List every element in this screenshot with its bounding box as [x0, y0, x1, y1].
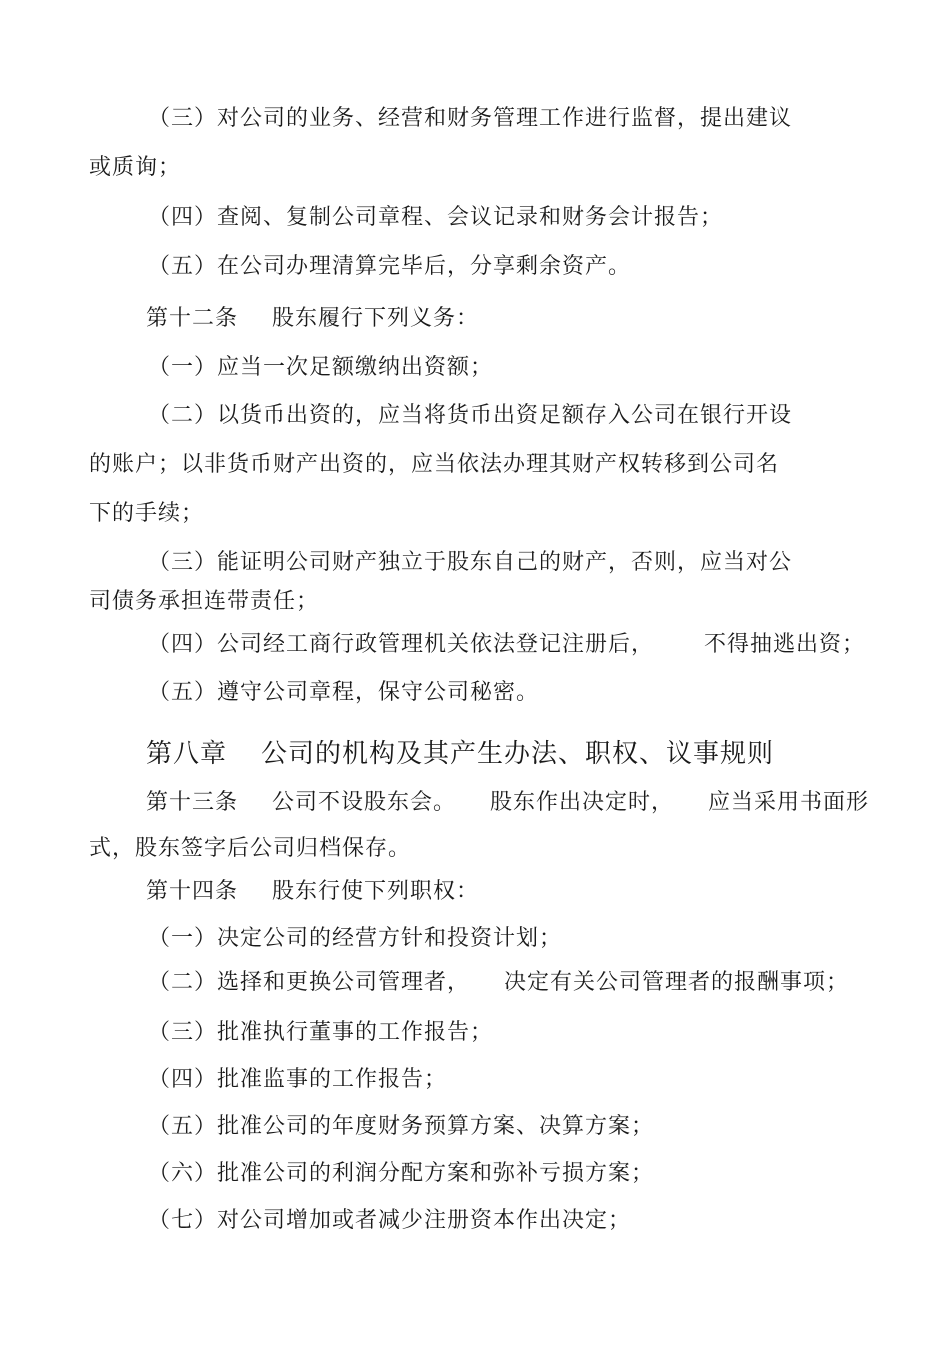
- clause-11-item-4: （四）查阅、复制公司章程、会议记录和财务会计报告；: [148, 205, 724, 230]
- article-12-item-2-line-2: 的账户；以非货币财产出资的，应当依法办理其财产权转移到公司名: [89, 452, 780, 477]
- article-13-number: 第十三条: [146, 790, 239, 815]
- article-13-text-1: 公司不设股东会。: [272, 790, 457, 815]
- chapter-8-heading: [146, 739, 774, 769]
- clause-11-item-3-line-2: 或质询；: [89, 155, 182, 180]
- article-12-title: 股东履行下列义务：: [272, 306, 480, 331]
- article-12-item-1: （一）应当一次足额缴纳出资额；: [148, 355, 494, 380]
- article-14-item-2: [148, 968, 849, 998]
- article-12-item-2-line-1: （二）以货币出资的，应当将货币出资足额存入公司在银行开设: [148, 403, 793, 428]
- chapter-8-number: 第八章: [146, 739, 228, 769]
- article-12-item-3-line-1: （三）能证明公司财产独立于股东自己的财产，否则，应当对公: [148, 550, 793, 575]
- article-12-item-4-part-1: （四）公司经工商行政管理机关依法登记注册后，: [148, 632, 655, 657]
- article-13-line-2: 式，股东签字后公司归档保存。: [89, 836, 412, 861]
- article-12-heading: [146, 304, 479, 334]
- article-14-item-5: （五）批准公司的年度财务预算方案、决算方案；: [148, 1114, 655, 1139]
- article-13-text-2: 股东作出决定时，: [490, 790, 675, 815]
- article-14-item-4: （四）批准监事的工作报告；: [148, 1067, 448, 1092]
- article-14-title: 股东行使下列职权：: [272, 879, 480, 904]
- article-13-line-1: [146, 788, 869, 818]
- article-14-item-2-part-2: 决定有关公司管理者的报酬事项；: [504, 970, 850, 995]
- article-12-item-4: [148, 630, 865, 660]
- article-12-item-4-part-2: 不得抽逃出资；: [704, 632, 866, 657]
- chapter-8-title: 公司的机构及其产生办法、职权、议事规则: [261, 739, 775, 769]
- article-14-number: 第十四条: [146, 879, 239, 904]
- article-14-item-7: （七）对公司增加或者减少注册资本作出决定；: [148, 1208, 632, 1233]
- article-14-item-6: （六）批准公司的利润分配方案和弥补亏损方案；: [148, 1161, 655, 1186]
- clause-11-item-3-line-1: （三）对公司的业务、经营和财务管理工作进行监督，提出建议: [148, 106, 793, 131]
- article-14-item-1: （一）决定公司的经营方针和投资计划；: [148, 926, 563, 951]
- article-12-number: 第十二条: [146, 306, 239, 331]
- article-14-item-2-part-1: （二）选择和更换公司管理者，: [148, 970, 471, 995]
- clause-11-item-5: （五）在公司办理清算完毕后，分享剩余资产。: [148, 254, 632, 279]
- article-14-heading: [146, 877, 479, 907]
- article-12-item-5: （五）遵守公司章程，保守公司秘密。: [148, 680, 540, 705]
- article-13-text-3: 应当采用书面形: [708, 790, 870, 815]
- article-12-item-3-line-2: 司债务承担连带责任；: [89, 589, 320, 614]
- article-12-item-2-line-3: 下的手续；: [89, 501, 205, 526]
- article-14-item-3: （三）批准执行董事的工作报告；: [148, 1020, 494, 1045]
